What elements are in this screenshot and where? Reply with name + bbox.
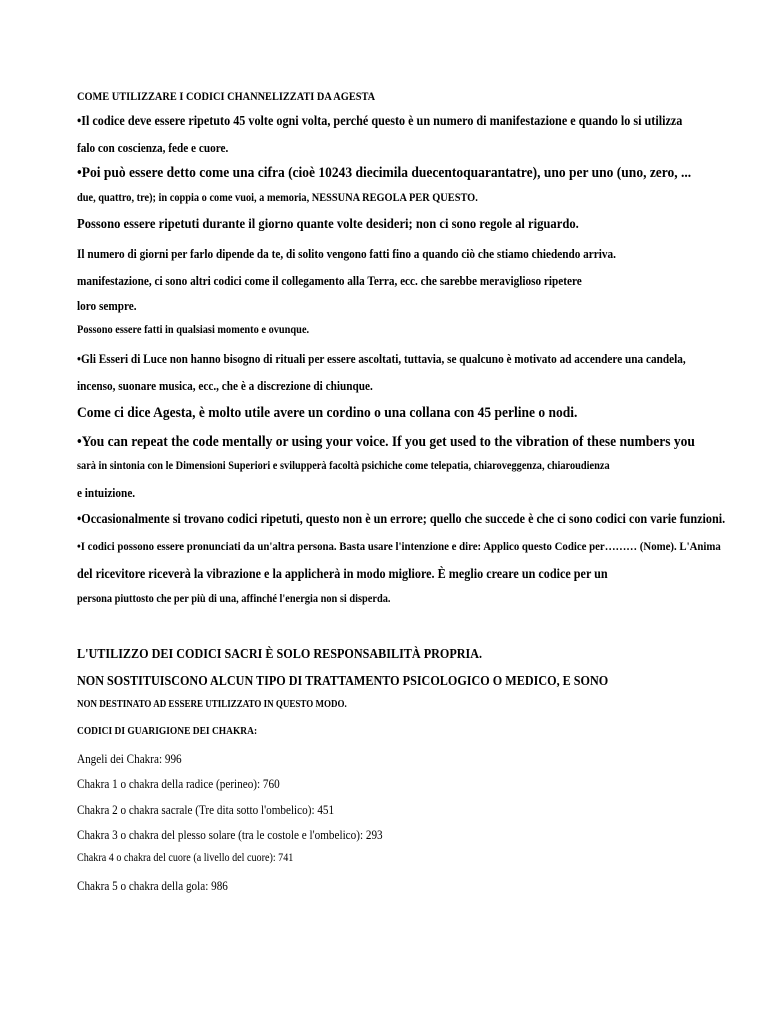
- text-line: due, quattro, tre); in coppia o come vuoi, a memoria, NESSUNA REGOLA PER QUESTO.: [77, 192, 478, 204]
- text-line: del ricevitore riceverà la vibrazione e la applicherà in modo migliore. È meglio creare un codice per un: [77, 566, 608, 581]
- disclaimer-line: NON SOSTITUISCONO ALCUN TIPO DI TRATTAMENTO PSICOLOGICO O MEDICO, E SONO: [77, 673, 609, 688]
- text-line: persona piuttosto che per più di una, affinché l'energia non si disperda.: [77, 593, 391, 605]
- text-line: •Occasionalmente si trovano codici ripetuti, questo non è un errore; quello che succede è che ci sono codici con varie funzioni.: [77, 511, 726, 526]
- chakra-code-item: Chakra 3 o chakra del plesso solare (tra le costole e l'ombelico): 293: [77, 827, 383, 842]
- text-line: •You can repeat the code mentally or using your voice. If you get used to the vibration of these numbers you: [77, 434, 695, 450]
- text-line: Come ci dice Agesta, è molto utile avere un cordino o una collana con 45 perline o nodi.: [77, 405, 578, 421]
- text-line: •Poi può essere detto come una cifra (cioè 10243 diecimila duecentoquarantatre), uno per uno (uno, zero, ...: [77, 165, 692, 181]
- text-line: loro sempre.: [77, 299, 137, 313]
- chakra-code-item: Angeli dei Chakra: 996: [77, 751, 182, 766]
- section-heading: CODICI DI GUARIGIONE DEI CHAKRA:: [77, 726, 258, 737]
- text-line: e intuizione.: [77, 486, 136, 500]
- text-line: Possono essere fatti in qualsiasi momento e ovunque.: [77, 324, 310, 336]
- disclaimer-line: L'UTILIZZO DEI CODICI SACRI È SOLO RESPONSABILITÀ PROPRIA.: [77, 646, 483, 661]
- text-line: incenso, suonare musica, ecc., che è a discrezione di chiunque.: [77, 379, 373, 393]
- text-line: manifestazione, ci sono altri codici come il collegamento alla Terra, ecc. che sarebbe meraviglioso ripetere: [77, 274, 582, 288]
- chakra-code-item: Chakra 1 o chakra della radice (perineo): 760: [77, 776, 280, 791]
- chakra-code-item: Chakra 4 o chakra del cuore (a livello del cuore): 741: [77, 852, 294, 864]
- text-line: •Il codice deve essere ripetuto 45 volte ogni volta, perché questo è un numero di manifestazione e quando lo si utilizza: [77, 113, 683, 128]
- text-line: Il numero di giorni per farlo dipende da te, di solito vengono fatti fino a quando ciò che stiamo chiedendo arriva.: [77, 247, 616, 261]
- chakra-code-item: Chakra 2 o chakra sacrale (Tre dita sotto l'ombelico): 451: [77, 802, 335, 817]
- text-line: •Gli Esseri di Luce non hanno bisogno di rituali per essere ascoltati, tuttavia, se qualcuno è motivato ad accendere una candela,: [77, 352, 686, 366]
- text-line: Possono essere ripetuti durante il giorno quante volte desideri; non ci sono regole al riguardo.: [77, 217, 579, 232]
- document-title: COME UTILIZZARE I CODICI CHANNELIZZATI DA AGESTA: [77, 91, 376, 103]
- text-line: sarà in sintonia con le Dimensioni Superiori e svilupperà facoltà psichiche come telepatia, chiaroveggenza, chiaroudienza: [77, 460, 610, 472]
- disclaimer-line: NON DESTINATO AD ESSERE UTILIZZATO IN QUESTO MODO.: [77, 699, 347, 710]
- chakra-code-item: Chakra 5 o chakra della gola: 986: [77, 878, 228, 893]
- text-line: •I codici possono essere pronunciati da un'altra persona. Basta usare l'intenzione e dire: Applico questo Codice per……… (Nome). L'Anima: [77, 539, 721, 553]
- text-line: falo con coscienza, fede e cuore.: [77, 141, 229, 155]
